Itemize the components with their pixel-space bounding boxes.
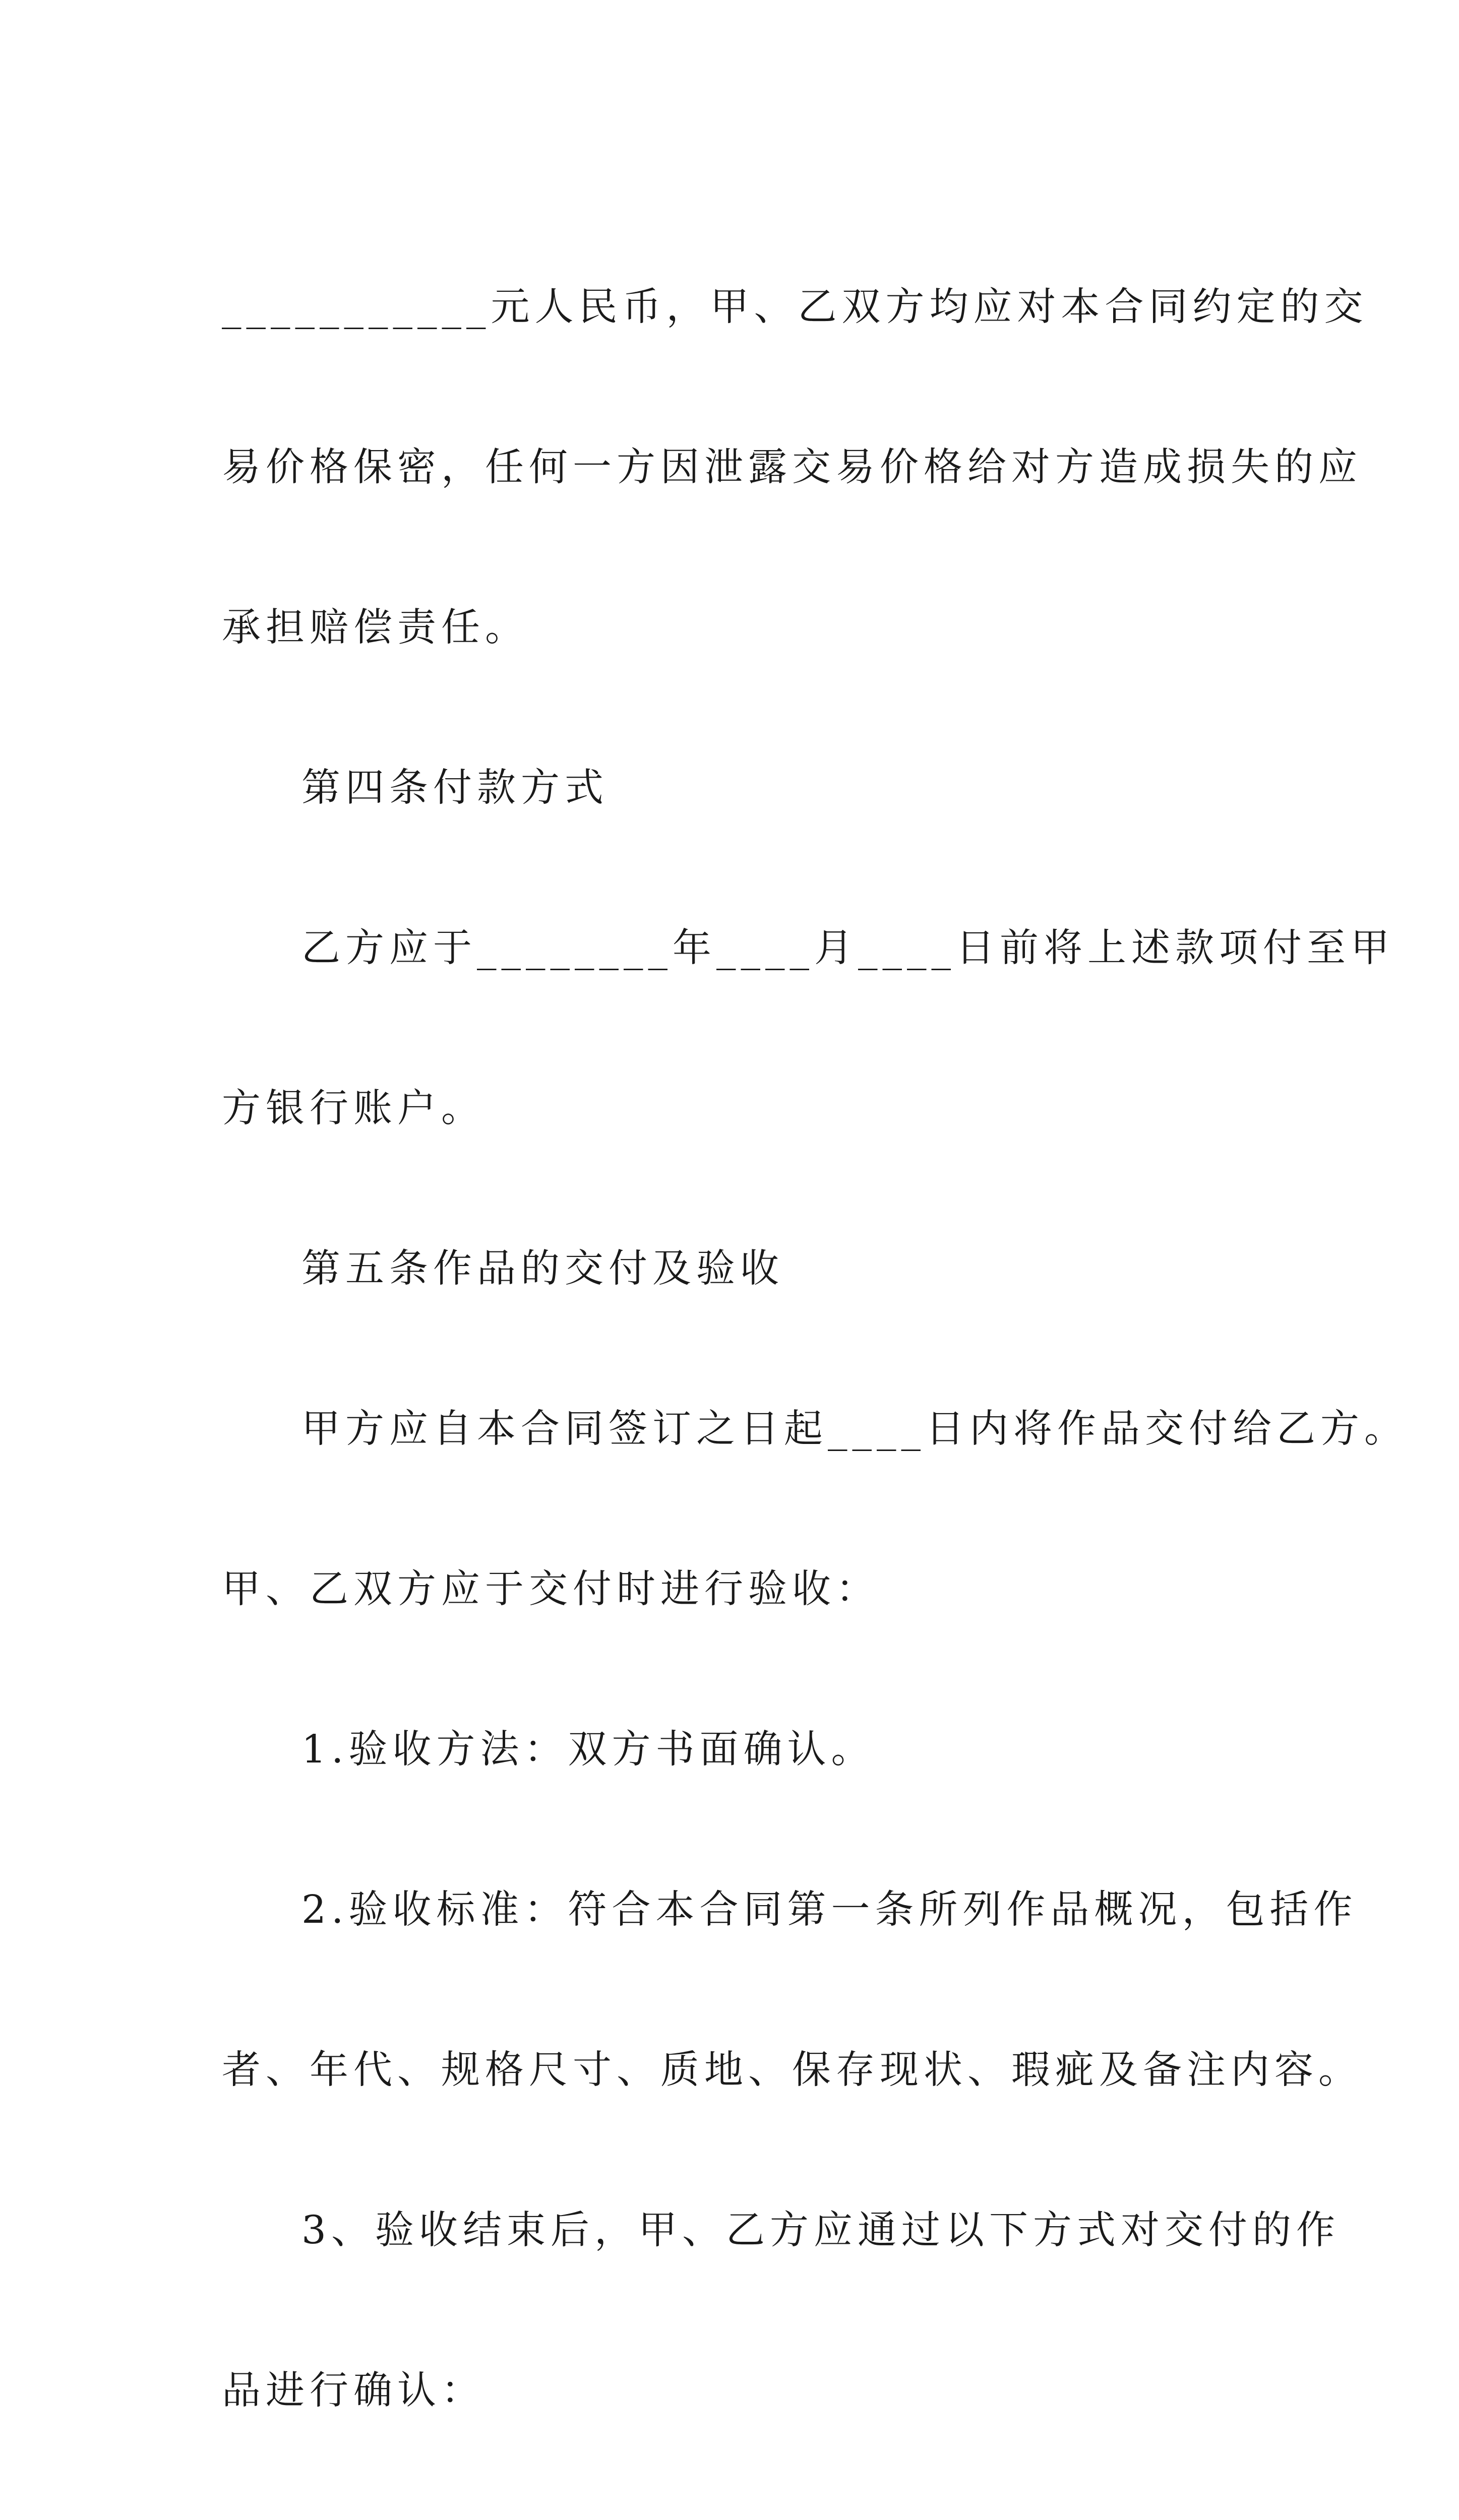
text-line: 方银行账户。 bbox=[222, 1086, 485, 1131]
text-line: 易价格保密，任何一方因泄露交易价格给对方造成损失的应 bbox=[222, 445, 1362, 490]
contract-text bbox=[222, 182, 1408, 2520]
list-item: 2.验收标准：符合本合同第一条所列作品概况，包括作 bbox=[301, 1887, 1358, 1932]
section-heading: 第四条付款方式 bbox=[301, 766, 609, 810]
text-line: 甲、乙双方应于交付时进行验收： bbox=[222, 1567, 880, 1612]
section-heading: 第五条作品的交付及验收 bbox=[301, 1246, 784, 1291]
text-line: 甲方应自本合同签订之日起____日内将作品交付给乙方。 bbox=[301, 1407, 1408, 1452]
text-line: 者、年代、规格尺寸、质地、保存现状、瑕疵及备注内容。 bbox=[222, 2048, 1362, 2093]
text-line: 乙方应于________年____月____日前将上述款项付至甲 bbox=[301, 926, 1394, 971]
text-line: ___________元人民币，甲、乙双方均应对本合同约定的交 bbox=[222, 285, 1368, 330]
text-line: 品进行确认： bbox=[222, 2368, 485, 2413]
list-item: 3、验收结束后，甲、乙方应通过以下方式对交付的作 bbox=[301, 2208, 1340, 2253]
list-item: 1.验收方法：双方书面确认。 bbox=[301, 1727, 875, 1772]
text-line: 承担赔偿责任。 bbox=[222, 605, 529, 650]
text-line bbox=[222, 2516, 1255, 2520]
